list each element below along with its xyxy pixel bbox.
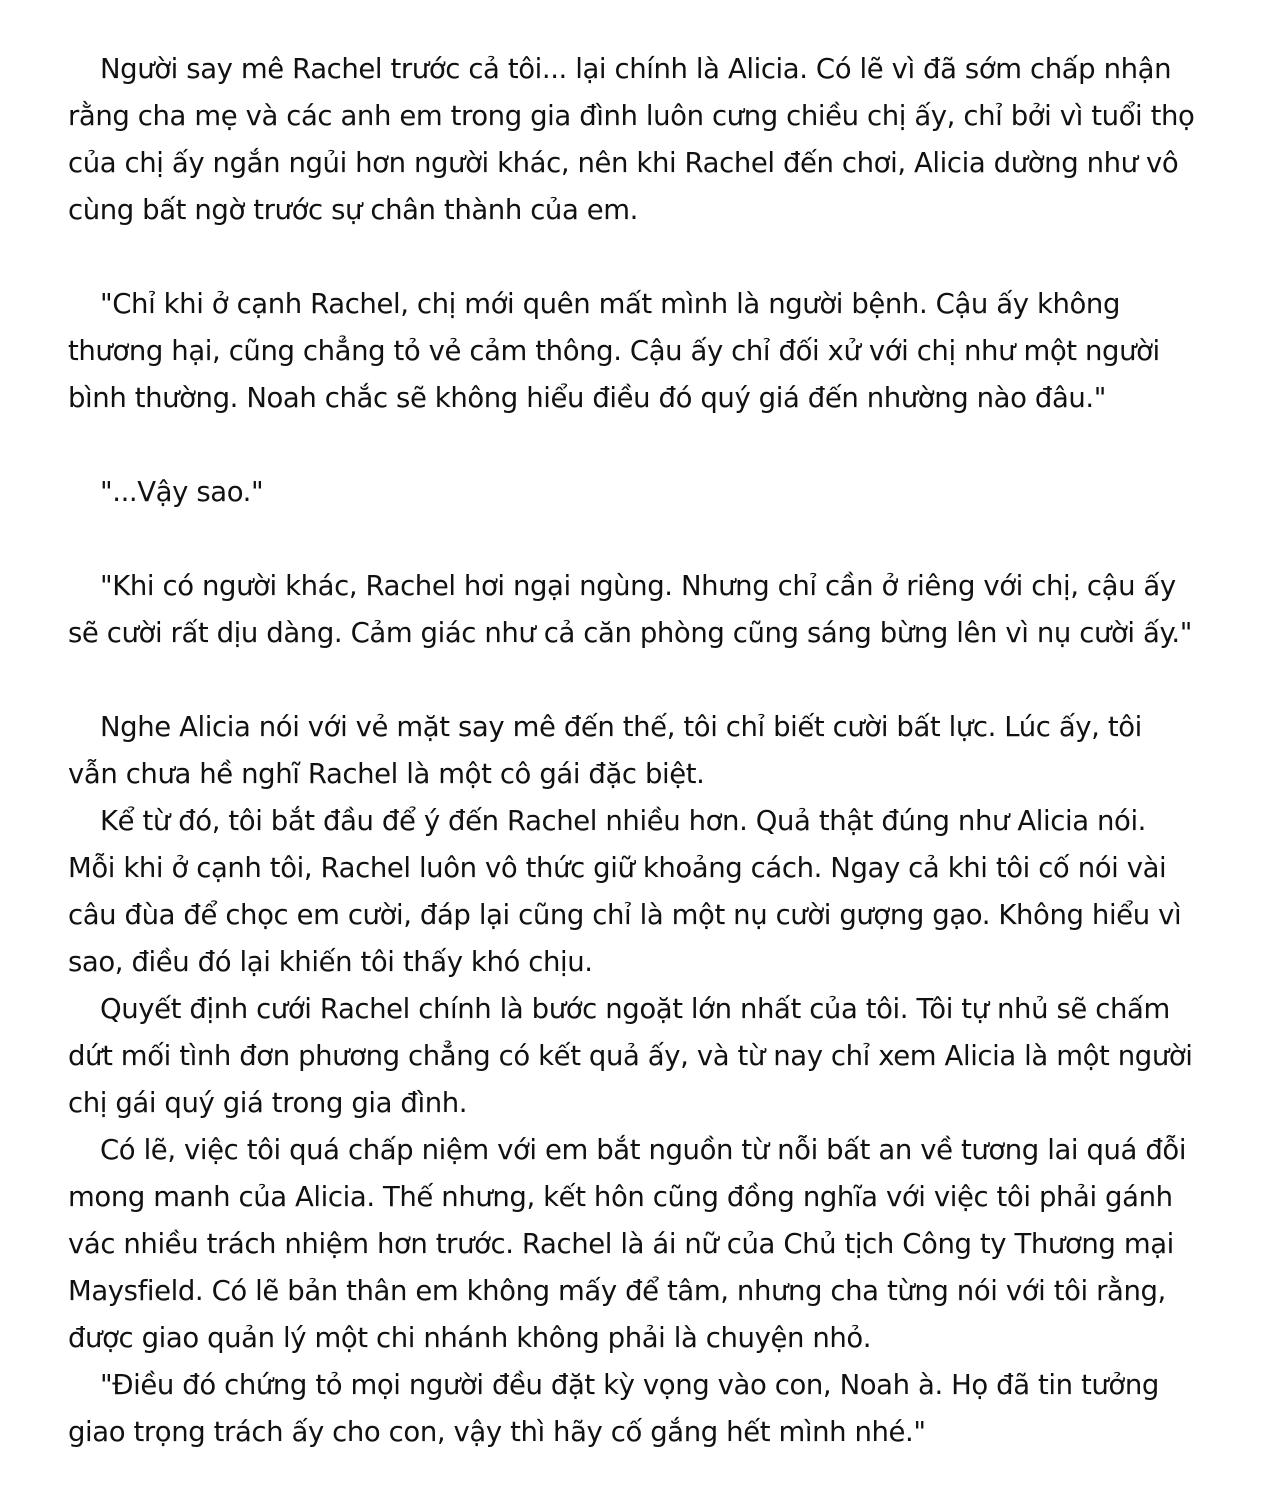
paragraph-6: Kể từ đó, tôi bắt đầu để ý đến Rachel nhiều hơn. Quả thật đúng như Alicia nói. Mỗi khi ở cạnh tôi, Rachel luôn vô thức giữ khoảng cách. Ngay cả khi tôi cố nói vài câu đùa để chọc em cười, đáp lại cũng chỉ là một nụ cười gượng gạo. Không hiểu vì sao, điều đó lại khiến tôi thấy khó chịu.	[68, 805, 1182, 978]
paragraph-2: "Chỉ khi ở cạnh Rachel, chị mới quên mất mình là người bệnh. Cậu ấy không thương hại, cũng chẳng tỏ vẻ cảm thông. Cậu ấy chỉ đối xử với chị như một người bình thường. Noah chắc sẽ không hiểu điều đó quý giá đến nhường nào đâu."	[68, 288, 1160, 414]
paragraph-1: Người say mê Rachel trước cả tôi... lại chính là Alicia. Có lẽ vì đã sớm chấp nhận rằng cha mẹ và các anh em trong gia đình luôn cưng chiều chị ấy, chỉ bởi vì tuổi thọ của chị ấy ngắn ngủi hơn người khác, nên khi Rachel đến chơi, Alicia dường như vô cùng bất ngờ trước sự chân thành của em.	[68, 53, 1195, 226]
paragraph-spacer	[68, 234, 1199, 281]
paragraph-4: "Khi có người khác, Rachel hơi ngại ngùng. Nhưng chỉ cần ở riêng với chị, cậu ấy sẽ cười rất dịu dàng. Cảm giác như cả căn phòng cũng sáng bừng lên vì nụ cười ấy."	[68, 570, 1193, 649]
paragraph-7: Quyết định cưới Rachel chính là bước ngoặt lớn nhất của tôi. Tôi tự nhủ sẽ chấm dứt mối tình đơn phương chẳng có kết quả ấy, và từ nay chỉ xem Alicia là một người chị gái quý giá trong gia đình.	[68, 993, 1193, 1119]
paragraph-3: "...Vậy sao."	[100, 476, 264, 508]
paragraph-spacer	[68, 657, 1199, 704]
paragraph-8: Có lẽ, việc tôi quá chấp niệm với em bắt nguồn từ nỗi bất an về tương lai quá đỗi mong manh của Alicia. Thế nhưng, kết hôn cũng đồng nghĩa với việc tôi phải gánh vác nhiều trách nhiệm hơn trước. Rachel là ái nữ của Chủ tịch Công ty Thương mại Maysfield. Có lẽ bản thân em không mấy để tâm, nhưng cha từng nói với tôi rằng, được giao quản lý một chi nhánh không phải là chuyện nhỏ.	[68, 1134, 1187, 1354]
paragraph-spacer	[68, 516, 1199, 563]
paragraph-5: Nghe Alicia nói với vẻ mặt say mê đến thế, tôi chỉ biết cười bất lực. Lúc ấy, tôi vẫn chưa hề nghĩ Rachel là một cô gái đặc biệt.	[68, 711, 1142, 790]
paragraph-spacer	[68, 422, 1199, 469]
paragraph-9: "Điều đó chứng tỏ mọi người đều đặt kỳ vọng vào con, Noah à. Họ đã tin tưởng giao trọng trách ấy cho con, vậy thì hãy cố gắng hết mình nhé."	[68, 1369, 1159, 1448]
